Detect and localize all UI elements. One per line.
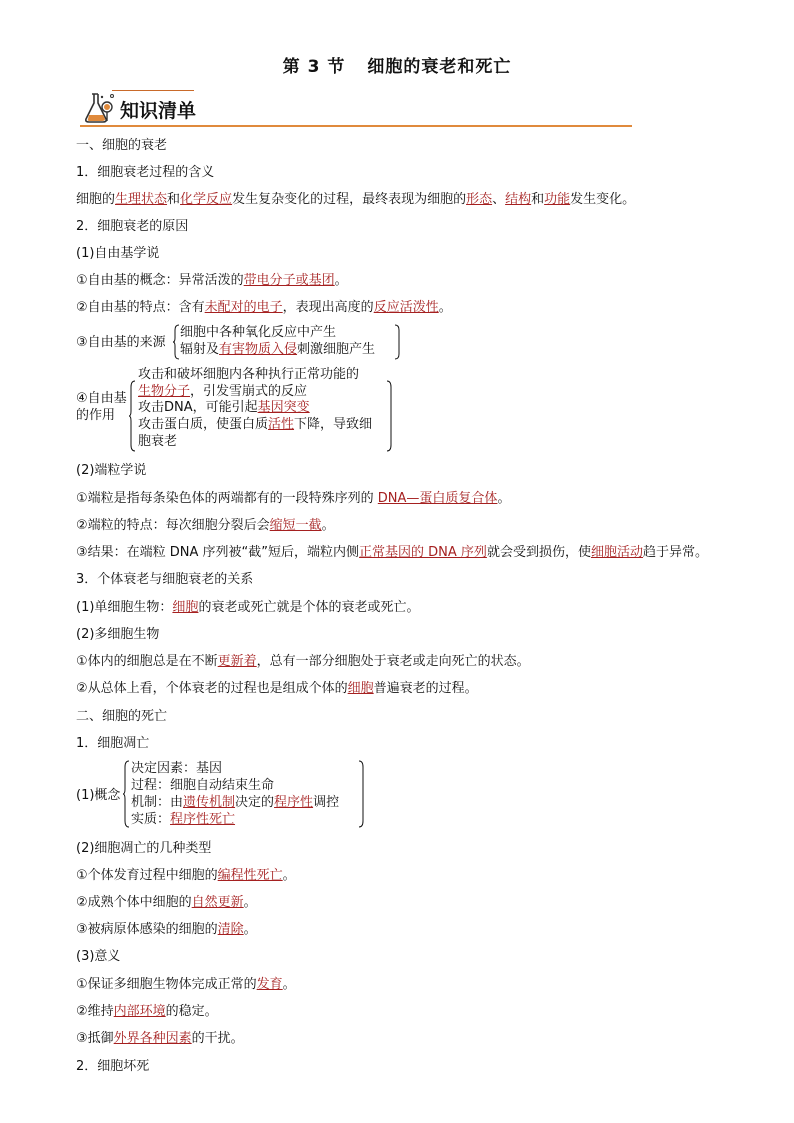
left-brace — [122, 760, 130, 828]
function-item-3: 攻击蛋白质，使蛋白质活性下降，导致细 — [138, 417, 373, 432]
right-brace — [394, 324, 402, 360]
telomere-features: ②端粒的特点：每次细胞分裂后会缩短一截。 — [76, 518, 335, 533]
concept-item-4: 实质：程序性死亡 — [131, 812, 236, 827]
heading-multicellular: (2)多细胞生物 — [76, 627, 160, 642]
badge-bottom-rule — [80, 125, 632, 127]
telomere-result: ③结果：在端粒 DNA 序列被“截”短后，端粒内侧正常基因的 DNA 序列就会受到损伤，使细胞活动趋于异常。 — [76, 545, 708, 560]
function-item-1: 攻击和破坏细胞内各种执行正常功能的 — [138, 367, 360, 382]
free-radical-function-label-2: 的作用 — [76, 408, 116, 423]
free-radical-concept: ①自由基的概念：异常活泼的带电分子或基团。 — [76, 273, 348, 288]
function-item-2: 攻击DNA，可能引起基因突变 — [138, 400, 310, 415]
concept-item-2: 过程：细胞自动结束生命 — [131, 778, 275, 793]
telomere-definition: ①端粒是指每条染色体的两端都有的一段特殊序列的 DNA—蛋白质复合体。 — [76, 491, 511, 506]
type-1: ①个体发育过程中细胞的编程性死亡。 — [76, 868, 296, 883]
concept-item-1: 决定因素：基因 — [131, 761, 223, 776]
free-radical-function-label-1: ④自由基 — [76, 391, 127, 406]
section-badge — [80, 88, 632, 128]
apoptosis-concept-label: (1)概念 — [76, 788, 121, 803]
heading-significance: (3)意义 — [76, 949, 121, 964]
significance-1: ①保证多细胞生物体完成正常的发育。 — [76, 977, 296, 992]
type-2: ②成熟个体中细胞的自然更新。 — [76, 895, 257, 910]
heading-free-radical: (1)自由基学说 — [76, 246, 160, 261]
source-item-1: 细胞中各种氧化反应中产生 — [180, 325, 337, 340]
heading-meaning: 1．细胞衰老过程的含义 — [76, 165, 215, 180]
concept-item-3: 机制：由遗传机制决定的程序性调控 — [131, 795, 340, 810]
left-brace — [172, 324, 180, 360]
right-brace — [358, 760, 366, 828]
left-brace — [128, 380, 136, 452]
significance-3: ③抵御外界各种因素的干扰。 — [76, 1031, 244, 1046]
function-item-1b: 生物分子，引发雪崩式的反应 — [138, 384, 308, 399]
multicellular-1: ①体内的细胞总是在不断更新着，总有一部分细胞处于衰老或走向死亡的状态。 — [76, 654, 530, 669]
section-label: 知识清单 — [120, 100, 197, 122]
flask-icon — [80, 91, 116, 125]
heading-necrosis: 2．细胞坏死 — [76, 1059, 150, 1074]
heading-telomere: (2)端粒学说 — [76, 463, 147, 478]
right-brace — [386, 380, 394, 452]
function-item-3b: 胞衰老 — [138, 434, 178, 449]
free-radical-sources-label: ③自由基的来源 — [76, 335, 166, 350]
badge-top-rule — [112, 90, 194, 91]
heading-apoptosis: 1．细胞凋亡 — [76, 736, 150, 751]
significance-2: ②维持内部环境的稳定。 — [76, 1004, 218, 1019]
multicellular-2: ②从总体上看，个体衰老的过程也是组成个体的细胞普遍衰老的过程。 — [76, 681, 478, 696]
paragraph-meaning: 细胞的生理状态和化学反应发生复杂变化的过程，最终表现为细胞的形态、结构和功能发生变化。 — [76, 192, 636, 207]
heading-types: (2)细胞凋亡的几种类型 — [76, 841, 212, 856]
heading-aging: 一、细胞的衰老 — [76, 138, 168, 153]
heading-death: 二、细胞的死亡 — [76, 709, 168, 724]
type-3: ③被病原体感染的细胞的清除。 — [76, 922, 257, 937]
unicellular: (1)单细胞生物：细胞的衰老或死亡就是个体的衰老或死亡。 — [76, 600, 420, 615]
free-radical-features: ②自由基的特点：含有未配对的电子，表现出高度的反应活泼性。 — [76, 300, 452, 315]
source-item-2: 辐射及有害物质入侵刺激细胞产生 — [180, 342, 376, 357]
page-title: 第 3 节 细胞的衰老和死亡 — [282, 57, 512, 77]
heading-causes: 2．细胞衰老的原因 — [76, 219, 189, 234]
heading-relationship: 3．个体衰老与细胞衰老的关系 — [76, 572, 254, 587]
